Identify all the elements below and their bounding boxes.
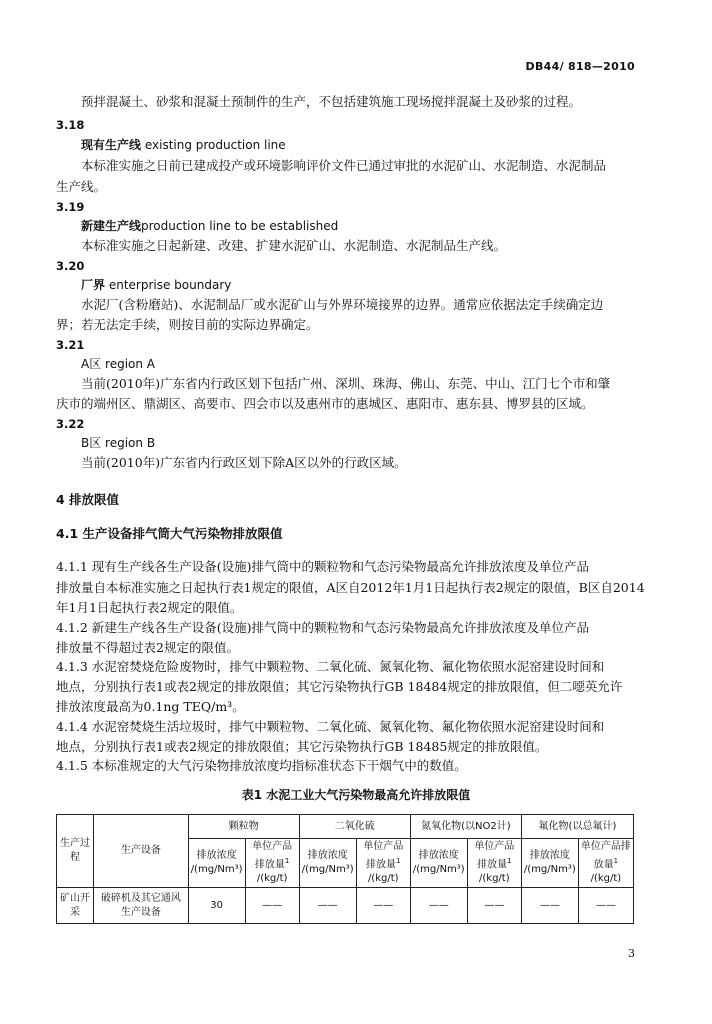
term-heading <box>81 354 634 374</box>
unit-unit: /(kg/t) <box>367 873 399 885</box>
cell-value: —— <box>245 888 299 924</box>
cell-value: —— <box>299 888 356 924</box>
section-number: 3.19 <box>56 200 85 214</box>
unit-unit: /(kg/t) <box>479 873 510 885</box>
paragraph-line: 排放量不得超过表2规定的限值。 <box>56 640 239 655</box>
paragraph-line: 年1月1日起执行表2规定的限值。 <box>56 600 243 615</box>
term-en: production line to be established <box>141 219 339 233</box>
paragraph-line: 水泥厂(含粉磨站)、水泥制品厂或水泥矿山与外界环境接界的边界。通常应依据法定手续确定边 <box>81 297 604 312</box>
section-number: 3.18 <box>56 118 85 132</box>
header-equipment: 生产设备 <box>94 815 189 888</box>
paragraph-line: 4.1.3 水泥窑焚烧危险废物时，排气中颗粒物、二氧化硫、氮氧化物、氟化物依照水泥窑建设时间和 <box>56 659 605 674</box>
unit-label: 单位产品排放量 <box>580 841 631 871</box>
paragraph-line: 排放量自本标准实施之日起执行表1规定的限值，A区自2012年1月1日起执行表2规定的限值，B区自2014 <box>56 580 645 595</box>
term-heading <box>81 135 634 155</box>
unit-label: 单位产品排放量 <box>474 841 515 871</box>
header-pollutant: 氮氧化物(以NO2计) <box>410 815 521 839</box>
conc-unit: /(mg/Nm³) <box>301 864 354 876</box>
conc-label: 排放浓度 <box>307 850 348 862</box>
unit-unit: /(kg/t) <box>590 873 622 885</box>
term-en: region A <box>101 357 156 371</box>
conc-label: 排放浓度 <box>529 850 570 862</box>
paragraph-line: 地点，分别执行表1或表2规定的排放限值；其它污染物执行GB 18485规定的排放限值。 <box>56 739 548 754</box>
header-conc <box>521 839 578 888</box>
cell-value: —— <box>578 888 633 924</box>
section-number: 3.21 <box>56 338 85 352</box>
cell-value: —— <box>521 888 578 924</box>
conc-label: 排放浓度 <box>418 850 459 862</box>
term-en: existing production line <box>141 138 286 152</box>
term-heading <box>81 275 634 295</box>
header-unit <box>356 839 410 888</box>
section-number: 3.22 <box>56 417 85 431</box>
paragraph-line: 地点，分别执行表1或表2规定的排放限值；其它污染物执行GB 18484规定的排放限值，但二噁英允许 <box>56 679 623 694</box>
paragraph-line: 当前(2010年)广东省内行政区划下除A区以外的行政区域。 <box>81 455 407 470</box>
cell-process: 矿山开采 <box>57 888 94 924</box>
cell-value: —— <box>467 888 521 924</box>
paragraph-line: 庆市的端州区、鼎湖区、高要市、四会市以及惠州市的惠城区、惠阳市、惠东县、博罗县的区域。 <box>56 396 594 411</box>
standard-code: DB44/ 818—2010 <box>525 60 635 73</box>
unit-label: 单位产品排放量 <box>252 841 293 871</box>
paragraph-line: 预拌混凝土、砂浆和混凝土预制件的生产，不包括建筑施工现场搅拌混凝土及砂浆的过程。 <box>81 94 582 109</box>
header-conc <box>188 839 245 888</box>
unit-label: 单位产品排放量 <box>363 841 404 871</box>
header-pollutant: 氟化物(以总氟计) <box>521 815 633 839</box>
header-pollutant: 二氧化硫 <box>299 815 410 839</box>
unit-sup: 1 <box>507 857 512 865</box>
unit-sup: 1 <box>284 857 290 865</box>
term-en: region B <box>101 436 156 450</box>
header-conc <box>410 839 467 888</box>
term-heading <box>81 216 634 236</box>
cell-value: —— <box>356 888 410 924</box>
conc-label: 排放浓度 <box>196 850 237 862</box>
header-unit <box>245 839 299 888</box>
chapter-heading: 4 排放限值 <box>56 492 120 507</box>
paragraph-line: 当前(2010年)广东省内行政区划下包括广州、深圳、珠海、佛山、东莞、中山、江门七个市和肇 <box>81 376 611 391</box>
paragraph-line: 排放浓度最高为0.1ng TEQ/m³。 <box>56 699 245 714</box>
table-caption: 表1 水泥工业大气污染物最高允许排放限值 <box>241 788 471 802</box>
term-cn: B区 <box>81 436 102 450</box>
term-en: enterprise boundary <box>105 278 232 292</box>
emission-limits-table <box>56 814 634 924</box>
paragraph-line: 4.1.1 现有生产线各生产设备(设施)排气筒中的颗粒物和气态污染物最高允许排放浓度及单位产品 <box>56 559 590 574</box>
paragraph-line: 4.1.2 新建生产线各生产设备(设施)排气筒中的颗粒物和气态污染物最高允许排放浓度及单位产品 <box>56 620 590 635</box>
term-cn: 现有生产线 <box>81 138 142 152</box>
paragraph-line: 生产线。 <box>56 179 107 194</box>
header-pollutant: 颗粒物 <box>188 815 299 839</box>
term-cn: 新建生产线 <box>81 219 142 233</box>
section-heading: 4.1 生产设备排气筒大气污染物排放限值 <box>56 526 283 541</box>
table-row <box>57 888 634 924</box>
page-number: 3 <box>628 947 635 960</box>
cell-equipment: 破碎机及其它通风生产设备 <box>94 888 189 924</box>
header-unit <box>467 839 521 888</box>
header-conc <box>299 839 356 888</box>
unit-sup: 1 <box>613 857 619 865</box>
cell-value: —— <box>410 888 467 924</box>
term-cn: 厂界 <box>81 278 106 292</box>
conc-unit: /(mg/Nm³) <box>190 864 243 876</box>
header-process: 生产过程 <box>57 815 94 888</box>
paragraph-line: 本标准实施之日起新建、改建、扩建水泥矿山、水泥制造、水泥制品生产线。 <box>81 238 507 253</box>
unit-unit: /(kg/t) <box>256 873 288 885</box>
unit-sup: 1 <box>396 857 401 865</box>
header-unit <box>578 839 633 888</box>
term-cn: A区 <box>81 357 102 371</box>
paragraph-line: 界；若无法定手续，则按目前的实际边界确定。 <box>56 317 319 332</box>
paragraph-line: 4.1.5 本标准规定的大气污染物排放浓度均指标准状态下干烟气中的数值。 <box>56 758 467 773</box>
term-heading <box>81 433 634 453</box>
paragraph-line: 本标准实施之日前已建成投产或环境影响评价文件已通过审批的水泥矿山、水泥制造、水泥制品 <box>81 158 607 173</box>
section-number: 3.20 <box>56 259 85 273</box>
cell-value: 30 <box>188 888 245 924</box>
conc-unit: /(mg/Nm³) <box>412 864 465 876</box>
paragraph-line: 4.1.4 水泥窑焚烧生活垃圾时，排气中颗粒物、二氧化硫、氮氧化物、氟化物依照水泥窑建设时间和 <box>56 719 605 734</box>
conc-unit: /(mg/Nm³) <box>523 864 576 876</box>
